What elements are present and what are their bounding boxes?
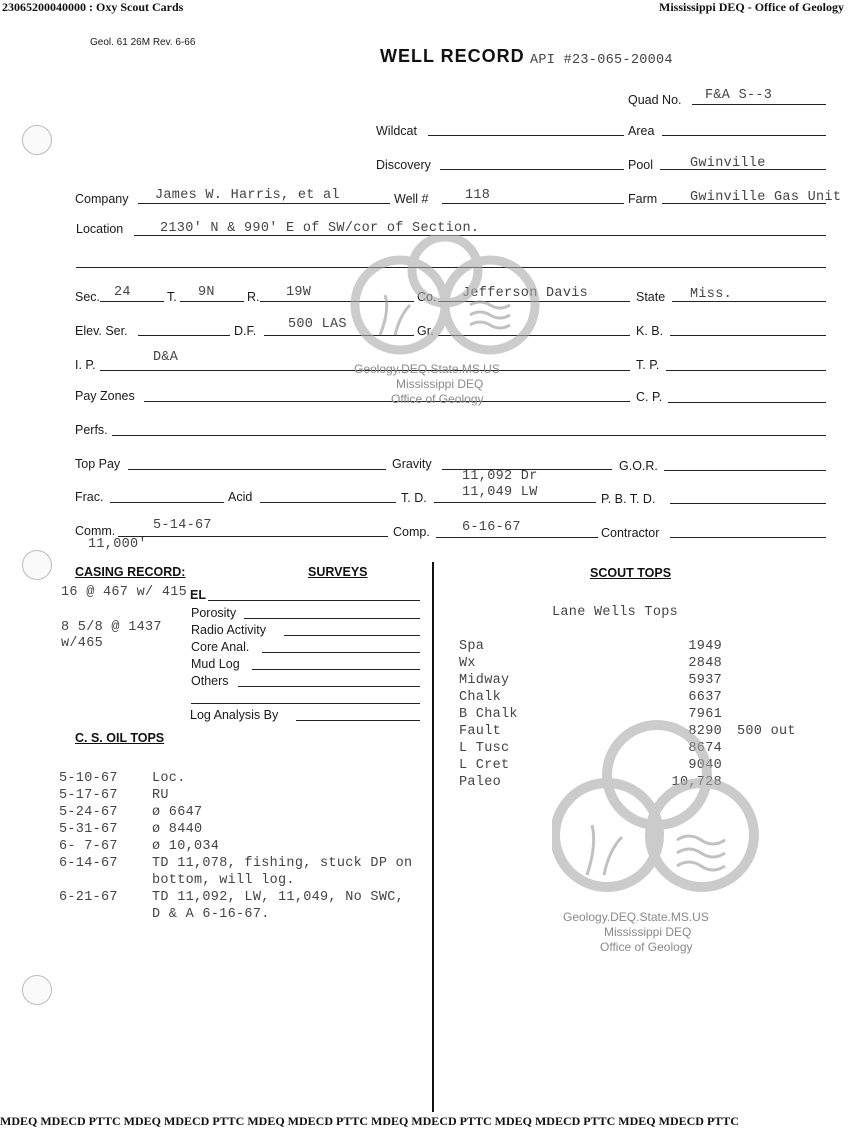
casing-entry: 16 @ 467 w/ 415 (61, 585, 188, 600)
ip-label: I. P. (75, 358, 96, 372)
casing-entry: 8 5/8 @ 1437 (61, 620, 162, 635)
scout-top-name: Chalk (459, 690, 502, 705)
scout-top-depth: 10,728 (671, 775, 722, 790)
td-lw-value: 11,049 LW (462, 485, 538, 500)
cs-oil-top-date: 6-21-67 (59, 890, 118, 905)
cs-oil-top-date: 5-24-67 (59, 805, 118, 820)
quad-line (692, 104, 826, 105)
kb-label: K. B. (636, 324, 664, 338)
area-label: Area (628, 124, 655, 138)
farm-value: Gwinville Gas Unit (690, 190, 842, 205)
ip-value: D&A (153, 350, 179, 365)
scout-top-name: Wx (459, 656, 476, 671)
t-value: 9N (198, 285, 215, 300)
cp-line (668, 402, 826, 403)
survey-item: Core Anal. (191, 640, 250, 654)
survey-line (244, 618, 420, 619)
discovery-label: Discovery (376, 158, 431, 172)
cs-oil-top-text: ø 8440 (152, 822, 203, 837)
cs-oil-top-text: ø 6647 (152, 805, 203, 820)
cs-oil-top-date: 5-31-67 (59, 822, 118, 837)
wildcat-line (428, 135, 624, 136)
contractor-line (670, 537, 826, 538)
mdeq-logo-watermark (340, 235, 550, 360)
survey-line (252, 669, 420, 670)
column-divider (432, 562, 434, 1112)
survey-line (238, 686, 420, 687)
cs-oil-top-text: D & A 6-16-67. (152, 907, 270, 922)
co-label: Co. (417, 290, 437, 304)
form-number: Geol. 61 26M Rev. 6-66 (90, 37, 196, 48)
cs-oil-top-date: 5-17-67 (59, 788, 118, 803)
scout-top-depth: 9040 (688, 758, 722, 773)
company-label: Company (75, 192, 129, 206)
gr-label: Gr. (417, 324, 434, 338)
cs-oil-top-date: 5-10-67 (59, 771, 118, 786)
df-label: D.F. (234, 324, 257, 338)
cp-label: C. P. (636, 390, 663, 404)
comp-label: Comp. (393, 525, 430, 539)
pay-zones-line (144, 401, 630, 402)
scout-top-name: B Chalk (459, 707, 518, 722)
punch-hole (22, 125, 52, 155)
survey-line (191, 703, 420, 704)
cs-oil-top-text: ø 10,034 (152, 839, 220, 854)
watermark-text: Mississippi DEQ (604, 925, 692, 939)
scout-top-depth: 8674 (688, 741, 722, 756)
area-line (662, 135, 826, 136)
watermark-text: Geology.DEQ.State.MS.US (354, 362, 500, 376)
discovery-line (440, 169, 624, 170)
cs-oil-top-text: RU (152, 788, 169, 803)
scout-top-name: Fault (459, 724, 502, 739)
r-label: R. (247, 290, 260, 304)
page-title: WELL RECORD (380, 46, 525, 66)
kb-line (670, 335, 826, 336)
well-line (442, 203, 624, 204)
survey-line (284, 635, 420, 636)
sec-line (100, 301, 164, 302)
scout-top-depth: 7961 (688, 707, 722, 722)
top-pay-line (128, 469, 386, 470)
scout-tops-subtitle: Lane Wells Tops (552, 605, 679, 620)
comp-value: 6-16-67 (462, 520, 521, 535)
company-line (138, 203, 390, 204)
survey-line (208, 600, 420, 601)
acid-label: Acid (228, 490, 253, 504)
cs-oil-top-text: Loc. (152, 771, 186, 786)
surveys-heading: SURVEYS (308, 565, 368, 579)
pbtd-line (670, 503, 826, 504)
pbtd-label: P. B. T. D. (601, 492, 656, 506)
cs-oil-top-date: 6- 7-67 (59, 839, 118, 854)
frac-line (110, 502, 224, 503)
punch-hole (22, 550, 52, 580)
pay-zones-label: Pay Zones (75, 389, 135, 403)
header-left: 23065200040000 : Oxy Scout Cards (2, 0, 184, 14)
api-number: API #23-065-20004 (530, 53, 673, 68)
mdeq-logo-watermark (552, 715, 762, 910)
top-pay-label: Top Pay (75, 457, 121, 471)
survey-item: Others (191, 674, 229, 688)
quad-value: F&A S--3 (705, 88, 773, 103)
watermark-text: Geology.DEQ.State.MS.US (563, 910, 709, 924)
scout-top-name: L Tusc (459, 741, 510, 756)
watermark-text: Mississippi DEQ (396, 377, 484, 391)
survey-item: Radio Activity (191, 623, 267, 637)
survey-item: Porosity (191, 606, 237, 620)
cs-oil-top-text: TD 11,092, LW, 11,049, No SWC, (152, 890, 405, 905)
t-label: T. (167, 290, 177, 304)
wildcat-label: Wildcat (376, 124, 417, 138)
quad-label: Quad No. (628, 93, 682, 107)
contractor-label: Contractor (601, 526, 660, 540)
comp-line (436, 537, 598, 538)
scout-top-note: 500 out (737, 724, 796, 739)
header-right: Mississippi DEQ - Office of Geology (659, 0, 844, 14)
well-value: 118 (465, 188, 491, 203)
gravity-label: Gravity (392, 457, 432, 471)
perfs-label: Perfs. (75, 423, 108, 437)
frac-label: Frac. (75, 490, 104, 504)
elev-line (138, 335, 230, 336)
pool-value: Gwinville (690, 156, 766, 171)
survey-item: Mud Log (191, 657, 240, 671)
td-line (434, 502, 596, 503)
td-label: T. D. (401, 491, 427, 505)
watermark-text: Office of Geology (600, 940, 693, 954)
scout-tops-heading: SCOUT TOPS (590, 566, 672, 580)
casing-heading: CASING RECORD: (75, 565, 186, 579)
location-label: Location (76, 222, 124, 236)
td-dr-value: 11,092 Dr (462, 469, 538, 484)
comm-depth-value: 11,000' (88, 537, 147, 552)
tp-label: T. P. (636, 358, 660, 372)
elev-label: Elev. Ser. (75, 324, 128, 338)
cs-oil-top-text: bottom, will log. (152, 873, 295, 888)
state-label: State (636, 290, 666, 304)
comm-line (118, 536, 388, 537)
casing-entry: w/465 (61, 636, 104, 651)
scout-top-name: Spa (459, 639, 485, 654)
cs-oil-top-text: TD 11,078, fishing, stuck DP on (152, 856, 413, 871)
scout-top-depth: 6637 (688, 690, 722, 705)
acid-line (260, 502, 396, 503)
survey-item: Log Analysis By (190, 708, 279, 722)
comm-label: Comm. (75, 524, 116, 538)
comm-value: 5-14-67 (153, 518, 212, 533)
scout-top-name: Midway (459, 673, 510, 688)
df-value: 500 LAS (288, 317, 347, 332)
company-value: James W. Harris, et al (155, 188, 340, 203)
scout-top-depth: 5937 (688, 673, 722, 688)
scout-top-depth: 8290 (688, 724, 722, 739)
well-label: Well # (394, 192, 429, 206)
co-value: Jefferson Davis (462, 286, 589, 301)
scout-top-depth: 1949 (688, 639, 722, 654)
sec-value: 24 (114, 285, 131, 300)
gor-label: G.O.R. (619, 459, 658, 473)
survey-line (262, 652, 420, 653)
punch-hole (22, 975, 52, 1005)
survey-line (296, 720, 420, 721)
scout-top-depth: 2848 (688, 656, 722, 671)
perfs-line (112, 435, 826, 436)
location-value: 2130' N & 990' E of SW/cor of Section. (160, 221, 480, 236)
sec-label: Sec. (75, 290, 101, 304)
pool-label: Pool (628, 158, 654, 172)
cs-oil-top-date: 6-14-67 (59, 856, 118, 871)
farm-label: Farm (628, 192, 658, 206)
state-value: Miss. (690, 287, 733, 302)
gor-line (664, 470, 826, 471)
r-value: 19W (286, 285, 312, 300)
t-line (180, 301, 244, 302)
watermark-text: Office of Geology (391, 392, 484, 406)
survey-item: EL (190, 588, 206, 602)
scout-top-name: Paleo (459, 775, 502, 790)
footer-strip: MDEQ MDECD PTTC MDEQ MDECD PTTC MDEQ MDECD PTTC MDEQ MDECD PTTC MDEQ MDECD PTTC MDEQ MDECD PTTC (0, 1114, 739, 1128)
tp-line (666, 370, 826, 371)
scout-top-name: L Cret (459, 758, 510, 773)
cs-oil-tops-heading: C. S. OIL TOPS (75, 731, 165, 745)
